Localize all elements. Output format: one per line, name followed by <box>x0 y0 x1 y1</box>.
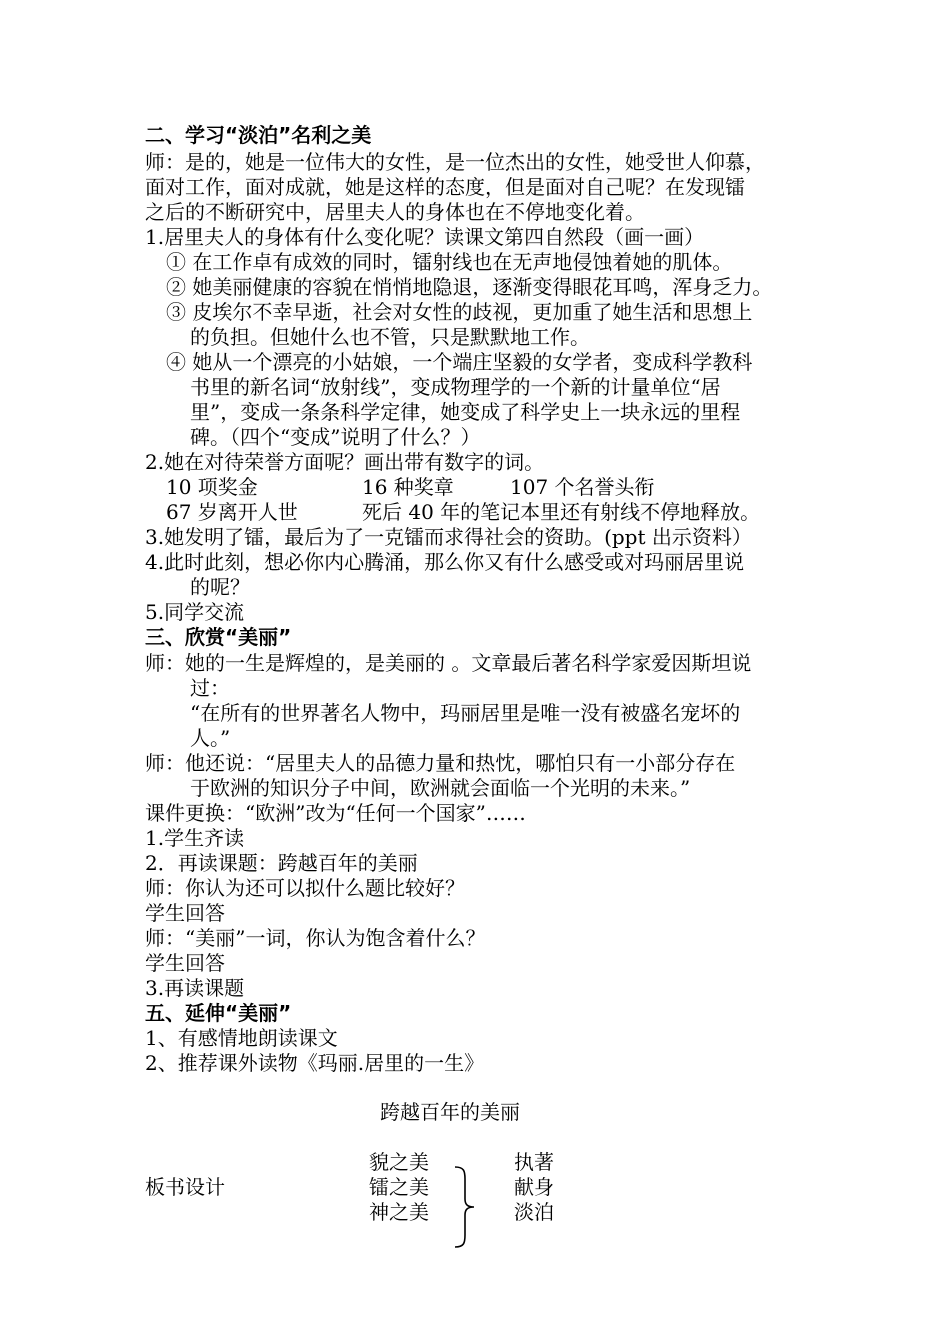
paragraph-line: 课件更换：“欧洲”改为“任何一个国家”…… <box>145 801 526 825</box>
quote-line: 人。” <box>190 726 231 750</box>
number-term: 10 项奖金 <box>166 475 258 499</box>
board-right-item: 献身 <box>514 1175 554 1199</box>
section-2-heading: 二、学习“淡泊”名利之美 <box>145 123 372 147</box>
right-brace-icon <box>452 1165 478 1249</box>
question-4: 4.此时此刻，想必你内心腾涌，那么你又有什么感受或对玛丽居里说 <box>145 550 745 574</box>
number-term: 107 个名誉头衔 <box>510 475 655 499</box>
question-1: 1.居里夫人的身体有什么变化呢？读课文第四自然段（画一画） <box>145 225 705 249</box>
list-item-continuation: 碑。（四个“变成”说明了什么？） <box>190 425 481 449</box>
board-left-item: 镭之美 <box>369 1175 429 1199</box>
section-3-heading: 三、欣赏“美丽” <box>145 625 292 649</box>
question-3: 3.她发明了镭，最后为了一克镭而求得社会的资助。(ppt 出示资料） <box>145 525 752 549</box>
list-item: ② 她美丽健康的容貌在悄悄地隐退，逐渐变得眼花耳鸣，浑身乏力。 <box>166 275 773 299</box>
board-label: 板书设计 <box>145 1175 225 1199</box>
paragraph-line: 师：她的一生是辉煌的，是美丽的 。文章最后著名科学家爱因斯坦说 <box>145 651 752 675</box>
list-item: ① 在工作卓有成效的同时，镭射线也在无声地侵蚀着她的肌体。 <box>166 250 733 274</box>
question-2: 2.她在对待荣誉方面呢？画出带有数字的词。 <box>145 450 545 474</box>
list-item-continuation: 里”，变成一条条科学定律，她变成了科学史上一块永远的里程 <box>190 400 741 424</box>
board-right-item: 执著 <box>514 1150 554 1174</box>
list-item-continuation: 的负担。但她什么也不管，只是默默地工作。 <box>190 325 590 349</box>
number-term: 死后 40 年的笔记本里还有射线不停地释放。 <box>362 500 761 524</box>
paragraph-line: 之后的不断研究中，居里夫人的身体也在不停地变化着。 <box>145 200 645 224</box>
quote-line: “在所有的世界著名人物中，玛丽居里是唯一没有被盛名宠坏的 <box>190 701 741 725</box>
paragraph-line: 师：你认为还可以拟什么题比较好？ <box>145 876 465 900</box>
question-5: 5.同学交流 <box>145 600 245 624</box>
question-4-continuation: 的呢？ <box>190 575 250 599</box>
list-item: ④ 她从一个漂亮的小姑娘，一个端庄坚毅的女学者，变成科学教科 <box>166 350 753 374</box>
paragraph-line: 1、有感情地朗读课文 <box>145 1026 338 1050</box>
paragraph-line: 面对工作，面对成就，她是这样的态度，但是面对自己呢？在发现镭 <box>145 175 745 199</box>
board-right-item: 淡泊 <box>514 1200 554 1224</box>
paragraph-line: 师：他还说：“居里夫人的品德力量和热忱，哪怕只有一小部分存在 <box>145 751 736 775</box>
list-item: ③ 皮埃尔不幸早逝，社会对女性的歧视，更加重了她生活和思想上 <box>166 300 753 324</box>
paragraph-line: 师：“美丽”一词，你认为饱含着什么？ <box>145 926 486 950</box>
board-left-item: 貌之美 <box>369 1150 429 1174</box>
paragraph-line: 学生回答 <box>145 951 225 975</box>
paragraph-line: 2、推荐课外读物《玛丽.居里的一生》 <box>145 1051 485 1075</box>
list-item-continuation: 书里的新名词“放射线”，变成物理学的一个新的计量单位“居 <box>190 375 721 399</box>
section-5-heading: 五、延伸“美丽” <box>145 1001 292 1025</box>
board-left-item: 神之美 <box>369 1200 429 1224</box>
paragraph-line: 学生回答 <box>145 901 225 925</box>
paragraph-line: 3.再读课题 <box>145 976 245 1000</box>
paragraph-line: 过： <box>190 676 230 700</box>
paragraph-line: 于欧洲的知识分子中间，欧洲就会面临一个光明的未来。” <box>190 776 691 800</box>
paragraph-line: 师：是的，她是一位伟大的女性，是一位杰出的女性，她受世人仰慕， <box>145 150 765 174</box>
paragraph-line: 2．再读课题：跨越百年的美丽 <box>145 851 418 875</box>
board-title: 跨越百年的美丽 <box>380 1100 520 1124</box>
number-term: 67 岁离开人世 <box>166 500 298 524</box>
paragraph-line: 1.学生齐读 <box>145 826 245 850</box>
number-term: 16 种奖章 <box>362 475 454 499</box>
